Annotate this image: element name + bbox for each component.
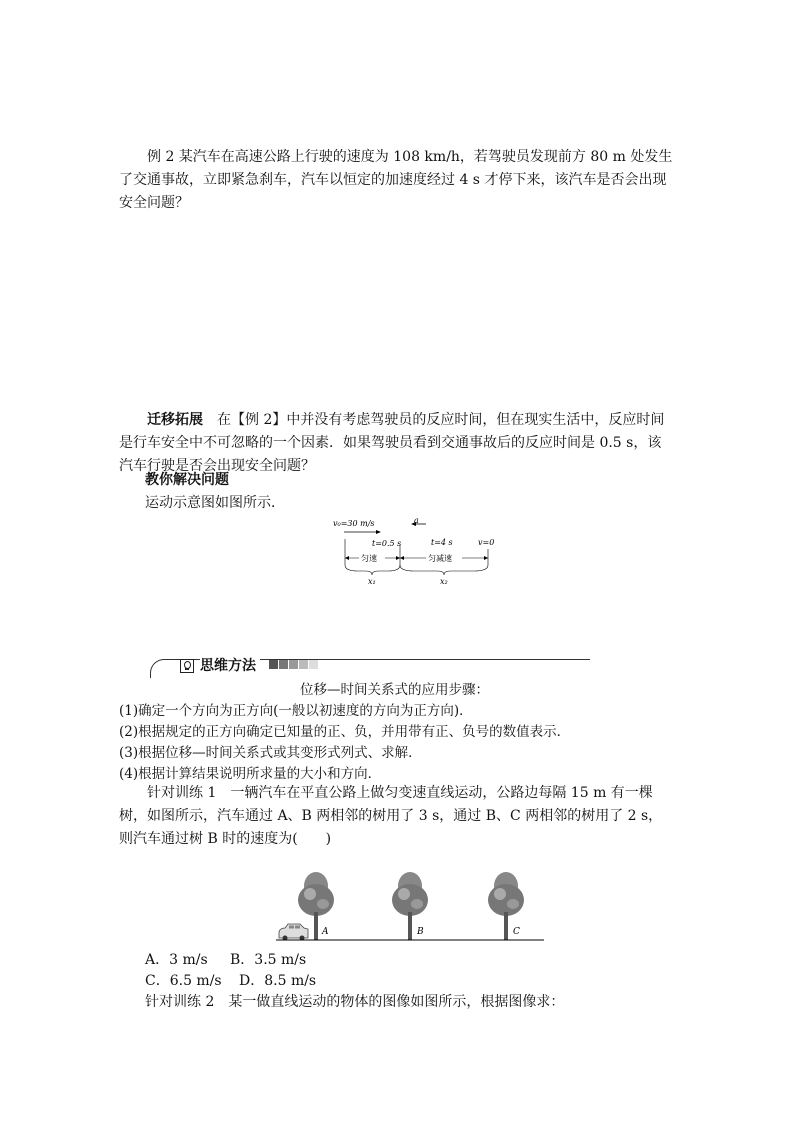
- seg1-label: 匀速: [361, 554, 377, 563]
- t1-label: t=0.5 s: [372, 539, 402, 548]
- x1-label: x₁: [368, 577, 376, 585]
- option-b: B．3.5 m/s: [230, 952, 307, 968]
- step-2: (2)根据规定的正方向确定已知量的正、负，并用带有正、负号的数值表示．: [119, 724, 571, 740]
- step-3: (3)根据位移—时间关系式或其变形式列式、求解．: [119, 745, 422, 761]
- step-4: (4)根据计算结果说明所求量的大小和方向．: [119, 766, 382, 782]
- option-d: D．8.5 m/s: [239, 973, 317, 989]
- thinking-title: 位移—时间关系式的应用步骤：: [300, 682, 489, 698]
- motion-diagram: [328, 515, 498, 585]
- training-2-text: 针对训练 2 某一做直线运动的物体的图像如图所示，根据图像求：: [145, 994, 565, 1010]
- teach-heading: 教你解决问题: [145, 472, 229, 488]
- trees-diagram: [276, 868, 546, 943]
- thinking-method-banner: [150, 657, 590, 677]
- tree-b-label: B: [417, 927, 424, 937]
- x2-label: x₂: [440, 577, 448, 585]
- tree-a-label: A: [322, 927, 329, 937]
- extension-text: 在【例 2】中并没有考虑驾驶员的反应时间，但在现实生活中，反应时间是行车安全中不可忽略的一个因素．如果驾驶员看到交通事故后的反应时间是 0.5 s，该汽车行驶是否会出现安全问题？: [119, 412, 665, 474]
- v0-label: v₀=30 m/s: [333, 519, 375, 528]
- thinking-header: 思维方法: [200, 657, 260, 675]
- a-label: a: [414, 516, 419, 525]
- bulb-icon: [180, 659, 194, 673]
- banner-squares: [269, 660, 318, 670]
- step-1: (1)确定一个方向为正方向(一般以初速度的方向为正方向)．: [119, 703, 473, 719]
- training-1-text: 针对训练 1 一辆汽车在平直公路上做匀变速直线运动，公路边每隔 15 m 有一棵树，如图所示，汽车通过 A、B 两相邻的树用了 3 s，通过 B、C 两相邻的树用了 2 s，则汽车通过树 B 时的速度为( ): [119, 785, 663, 847]
- extension-label: 迁移拓展: [147, 412, 203, 428]
- extension-paragraph: [119, 409, 675, 478]
- example-2-text: 例 2 某汽车在高速公路上行驶的速度为 108 km/h，若驾驶员发现前方 80 m 处发生了交通事故，立即紧急刹车，汽车以恒定的加速度经过 4 s 才停下来，该汽车是否会出现安全问题？: [119, 149, 673, 211]
- banner-left-curve: [150, 659, 177, 678]
- v-label: v=0: [478, 538, 495, 547]
- seg2-label: 匀减速: [428, 554, 452, 563]
- car-icon: [279, 924, 308, 941]
- option-c: C．6.5 m/s: [145, 973, 222, 989]
- tree-c-label: C: [513, 927, 520, 937]
- motion-intro: 运动示意图如图所示．: [145, 495, 285, 511]
- t2-label: t=4 s: [431, 538, 453, 547]
- option-a: A．3 m/s: [145, 952, 208, 968]
